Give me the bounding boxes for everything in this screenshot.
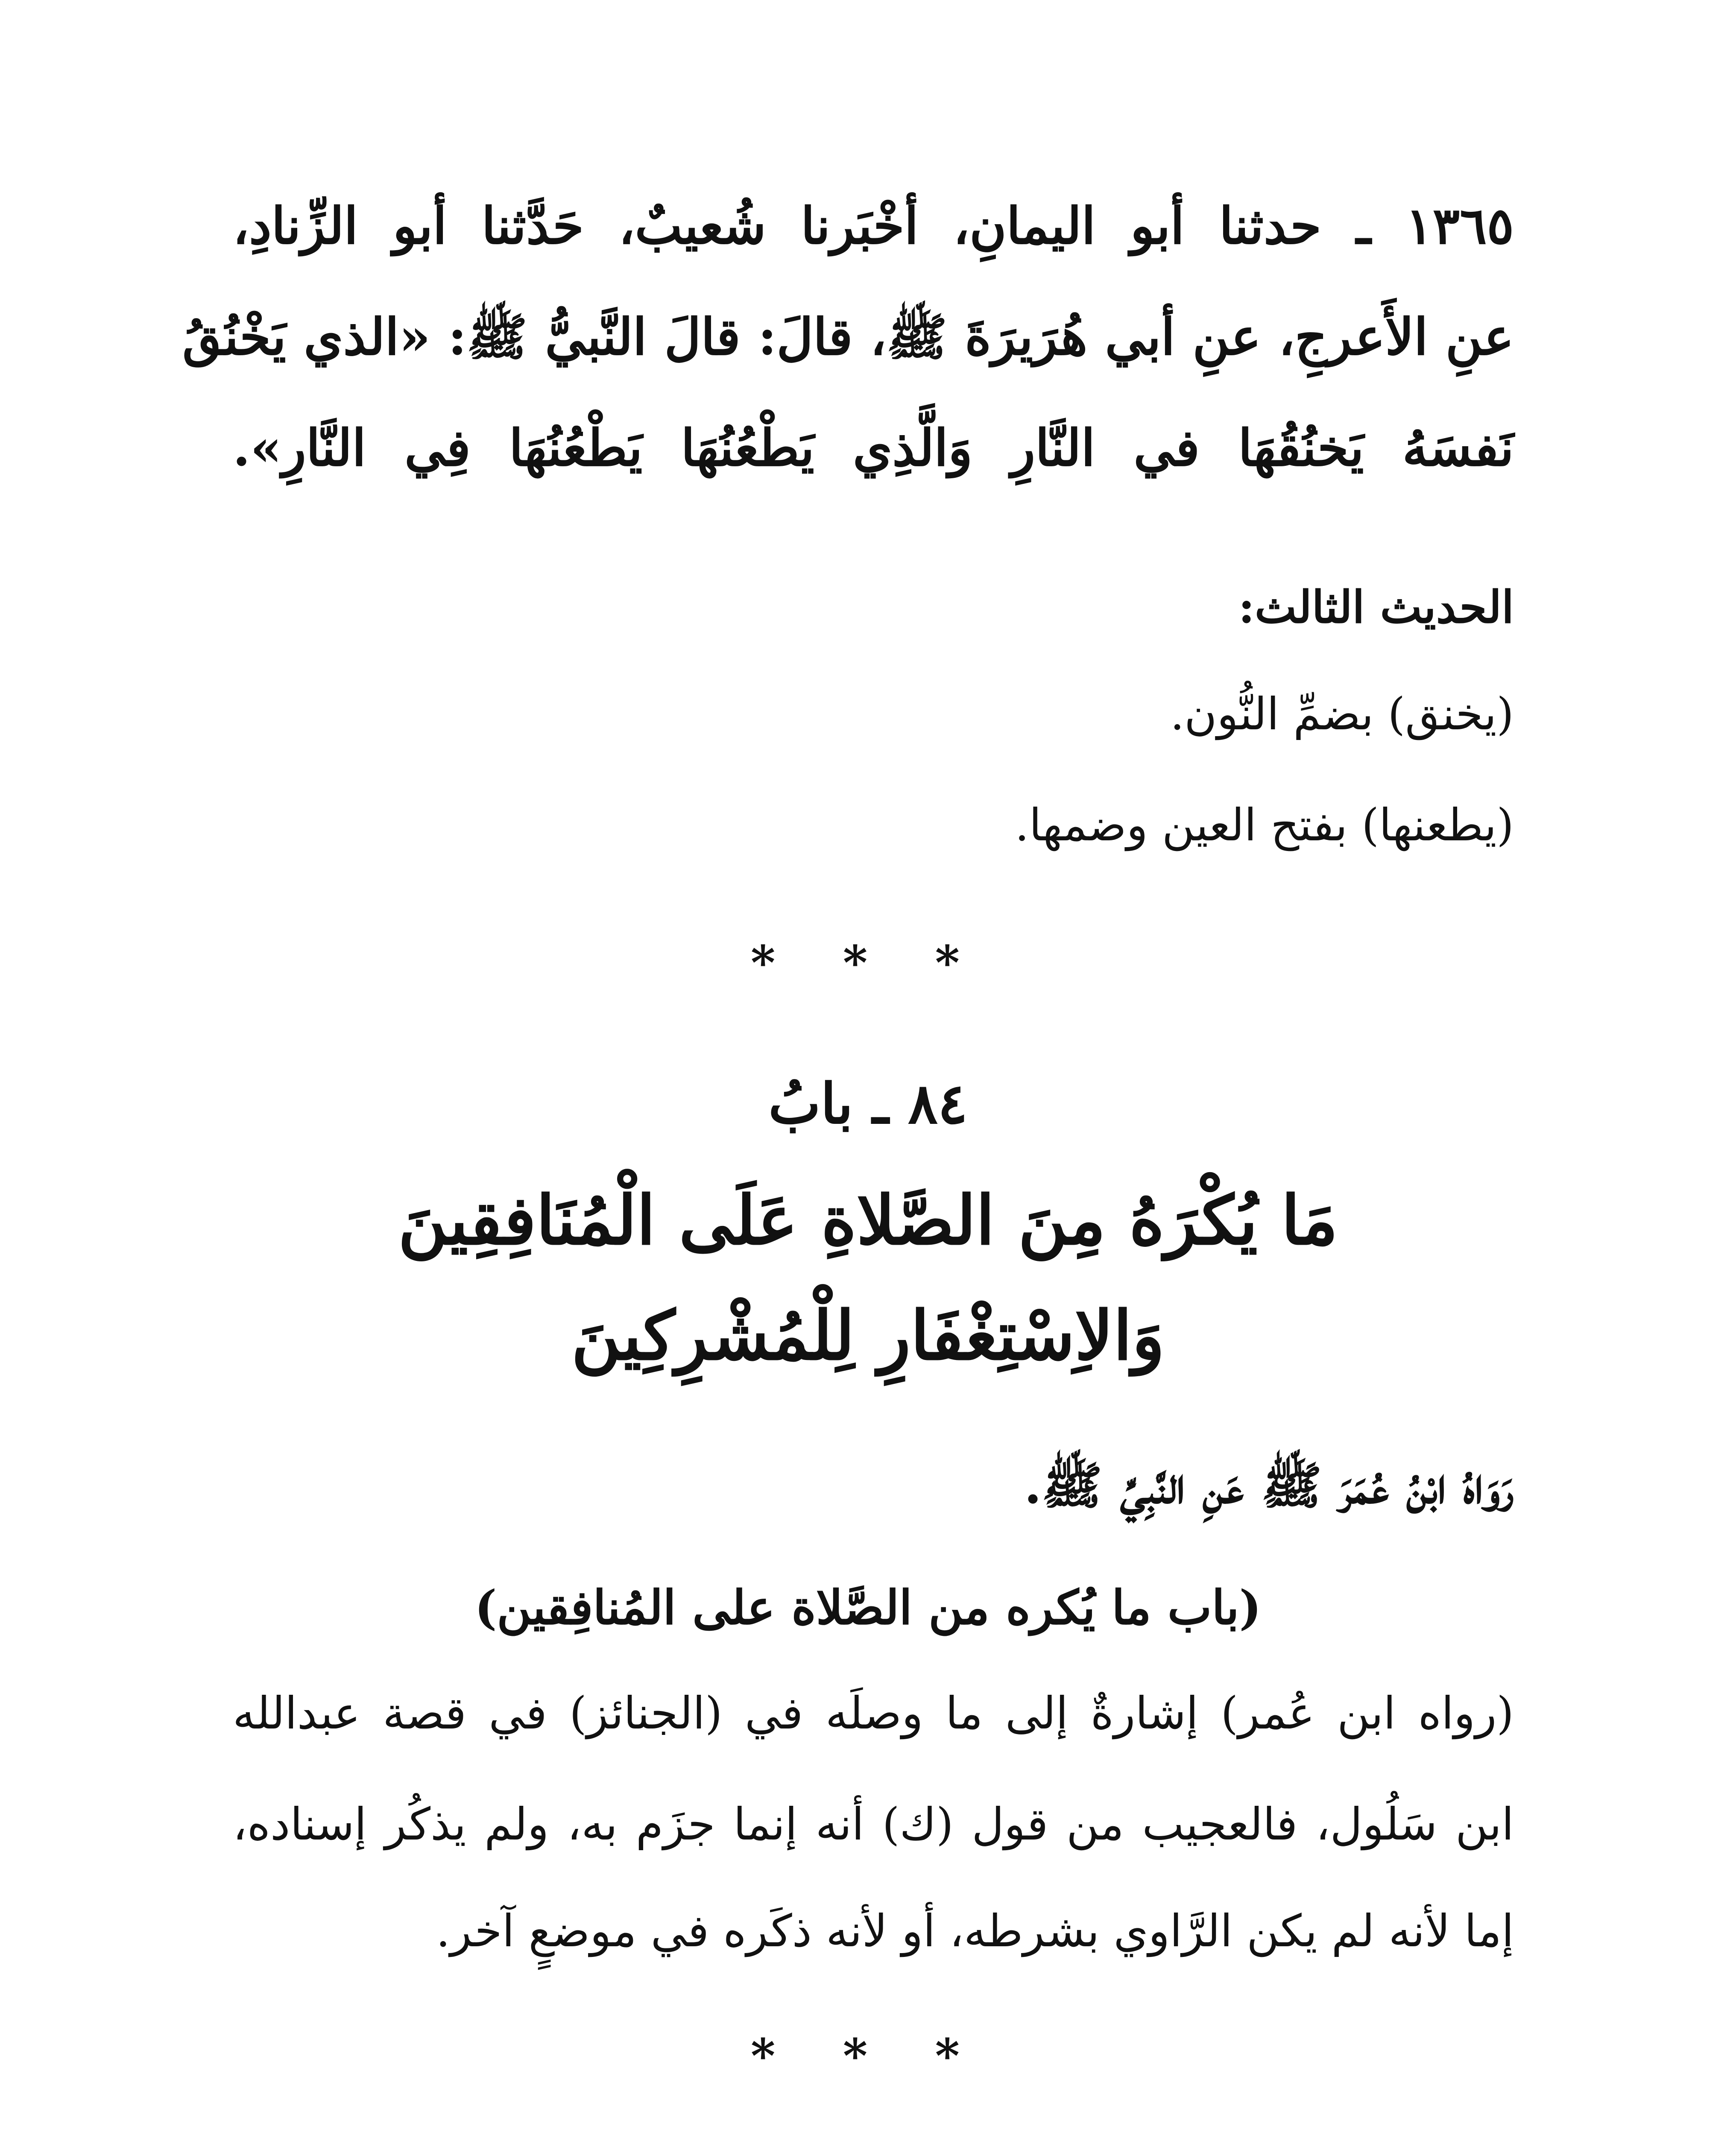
chapter-narration: رَوَاهُ ابْنُ عُمَرَ ﷺ عَنِ النَّبِيِّ ﷺ.	[1024, 1456, 1514, 1515]
hadith-1365-line-1: ١٣٦٥ ـ حدثنا أبو اليمانِ، أخْبَرنا شُعيبٌ، حَدَّثنا أبو الزِّنادِ،	[233, 196, 1514, 255]
commentary-chapter-heading: (باب ما يُكره من الصَّلاة على المُنافِقين)	[474, 1580, 1262, 1635]
chapter-title-line-2: وَالاِسْتِغْفَارِ لِلْمُشْرِكِينَ	[571, 1296, 1165, 1375]
commentary-2-line-1: (رواه ابن عُمر) إشارةٌ إلى ما وصلَه في (الجنائز) في قصة عبدالله	[233, 1687, 1514, 1739]
commentary-heading: الحديث الثالث:	[1238, 581, 1514, 633]
commentary-note-1: (يخنق) بضمِّ النُّون.	[1170, 688, 1514, 740]
hadith-1365-line-3: نَفسَهُ يَخنُقُهَا في النَّارِ وَالَّذِي يَطْعُنُهَا يَطْعُنُهَا فِي النَّارِ».	[233, 418, 1514, 477]
section-separator-2: * * *	[750, 2028, 986, 2083]
commentary-note-2: (يطعنها) بفتح العين وضمها.	[1015, 799, 1514, 851]
section-separator-1: * * *	[750, 935, 986, 990]
chapter-number: ٨٤ ـ بابُ	[768, 1071, 968, 1136]
commentary-2-line-2: ابن سَلُول، فالعجيب من قول (ك) أنه إنما جزَم به، ولم يذكُر إسناده،	[233, 1798, 1514, 1850]
commentary-2-line-3: إما لأنه لم يكن الرَّاوي بشرطه، أو لأنه ذكَره في موضعٍ آخر.	[436, 1905, 1514, 1957]
chapter-title-line-1: مَا يُكْرَهُ مِنَ الصَّلاةِ عَلَى الْمُنَافِقِينَ	[398, 1181, 1338, 1260]
hadith-1365-line-2: عنِ الأَعرجِ، عنِ أبي هُرَيرَةَ ﷺ، قالَ: قالَ النَّبيُّ ﷺ: «الذي يَخْنُقُ	[182, 307, 1514, 366]
